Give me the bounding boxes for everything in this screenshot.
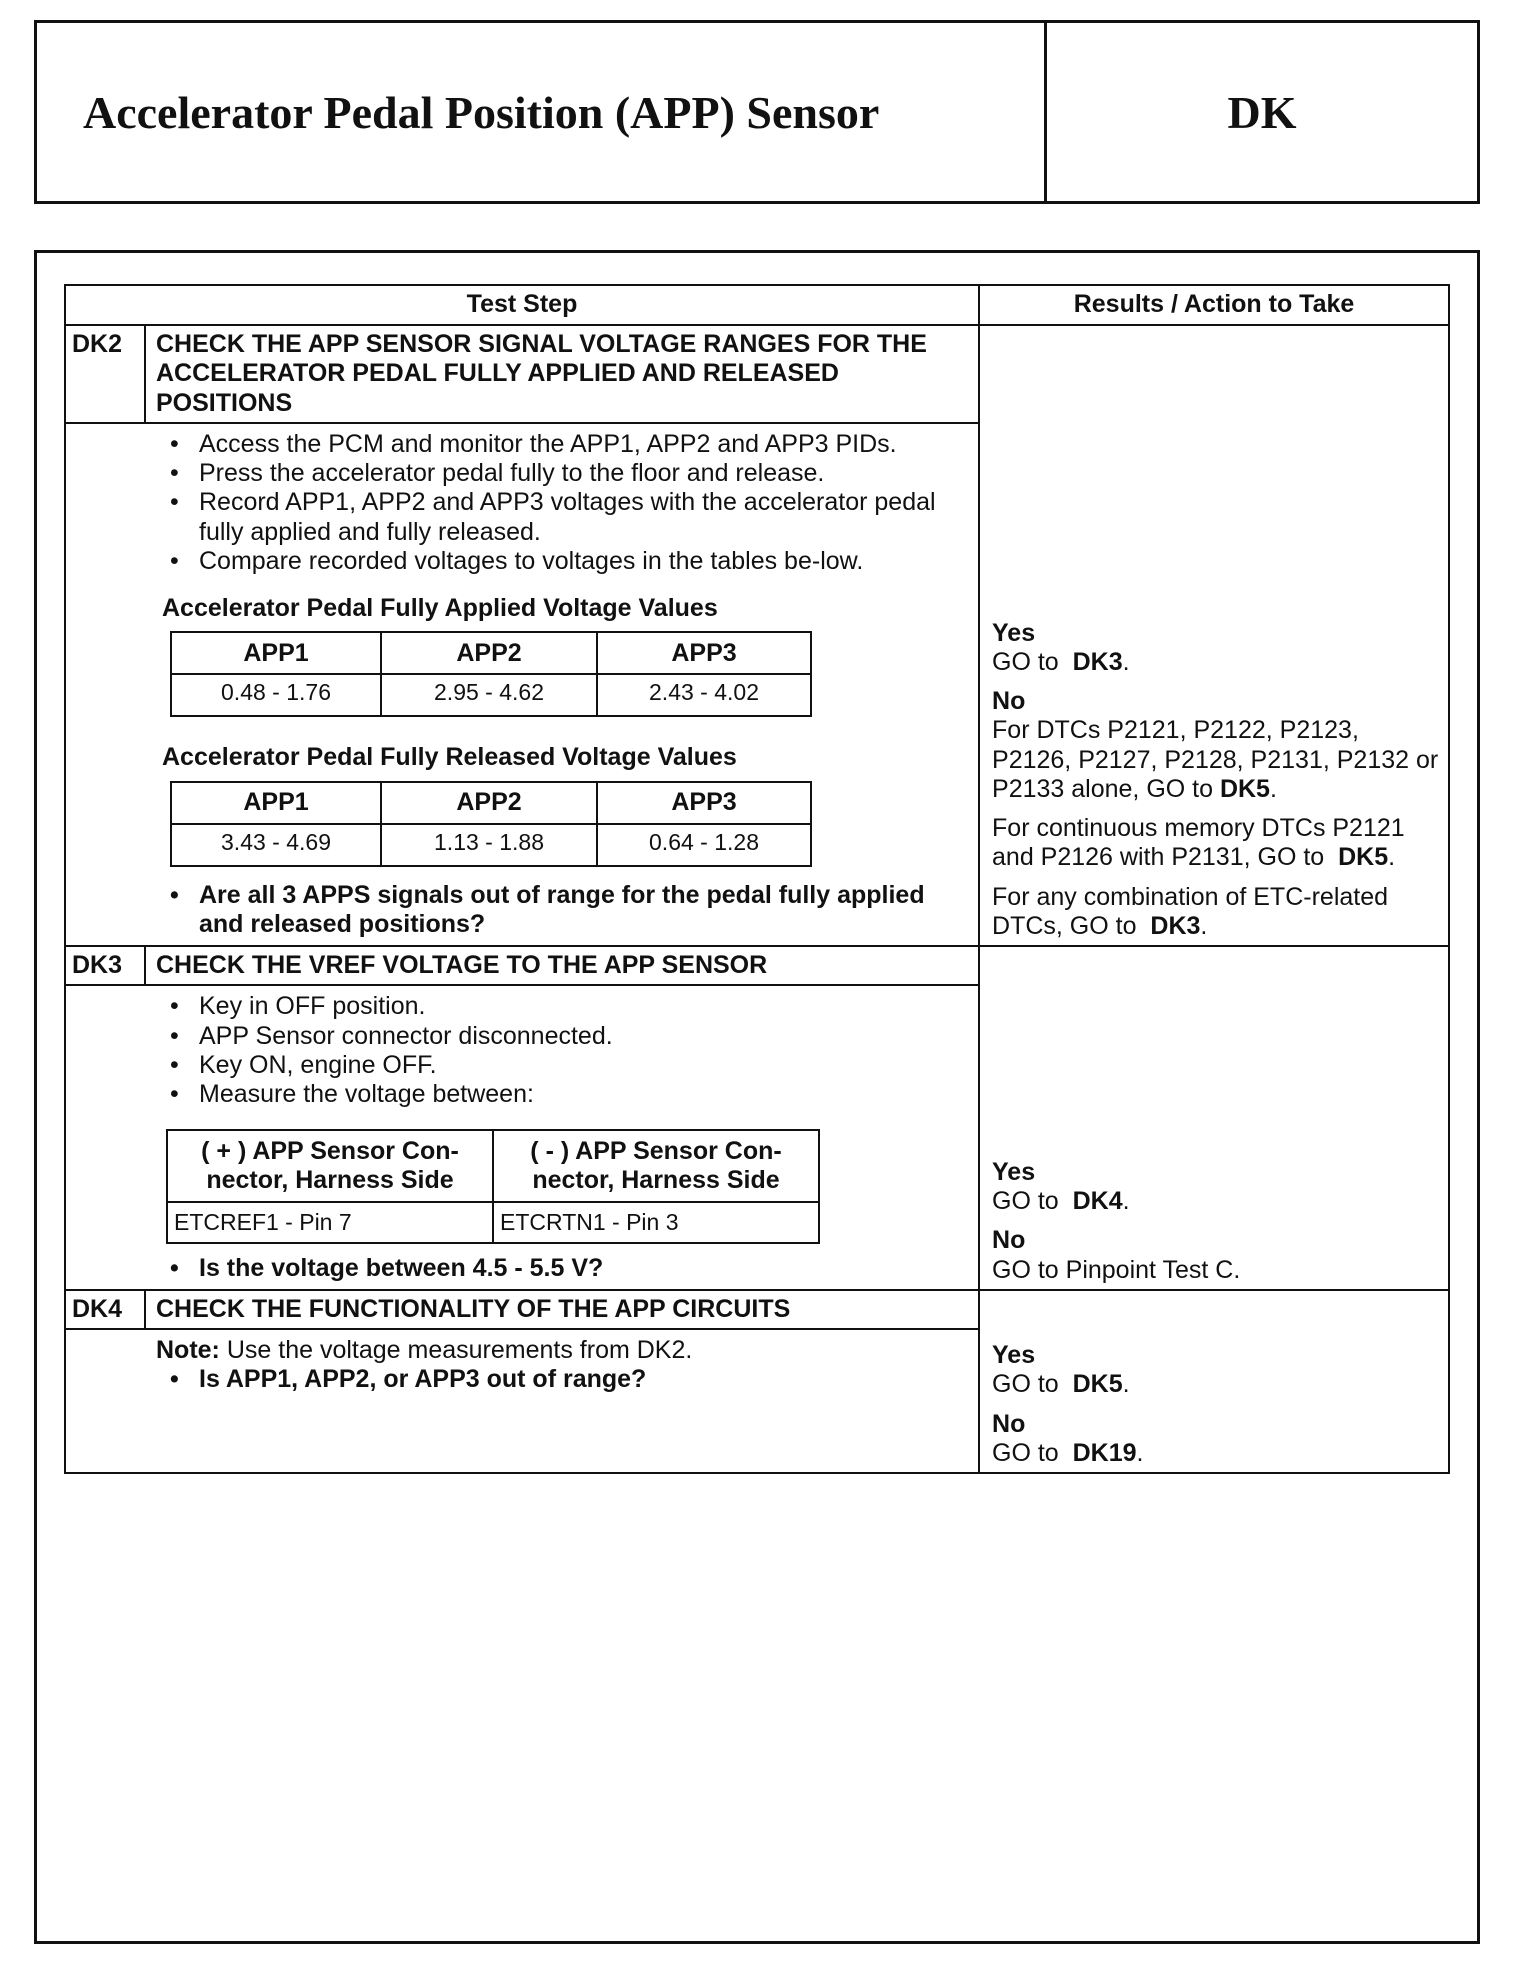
step-dk4-head	[65, 1290, 1449, 1329]
step-question: • Is APP1, APP2, or APP3 out of range?	[156, 1365, 968, 1394]
no-label: No	[992, 1226, 1026, 1255]
table-cell: ETCREF1 - Pin 7	[167, 1202, 493, 1243]
connector-table	[166, 1129, 820, 1243]
step-title: CHECK THE APP SENSOR SIGNAL VOLTAGE RANGES FOR THE ACCELERATOR PEDAL FULLY APPLIED AND RELEASED POSITIONS	[145, 325, 979, 423]
applied-table-title: Accelerator Pedal Fully Applied Voltage Values	[162, 594, 718, 622]
note-label: Note:	[156, 1336, 220, 1365]
yes-code: DK4	[1072, 1187, 1123, 1216]
no-text: GO to	[992, 1438, 1059, 1467]
yes-label: Yes	[992, 1341, 1036, 1370]
step-body	[65, 985, 979, 1290]
table-cell: 2.43 - 4.02	[597, 674, 811, 716]
no-text-3: For any combination of ETC-related DTCs, GO to	[992, 882, 1389, 940]
step-note	[156, 1336, 968, 1365]
yes-code: DK5	[1072, 1370, 1123, 1399]
step-id: DK2	[65, 325, 145, 423]
list-item: • APP Sensor connector disconnected.	[156, 1022, 968, 1051]
no-code-3: DK3	[1150, 911, 1201, 940]
page-header	[34, 20, 1480, 204]
table-header: ( - ) APP Sensor Con-nector, Harness Side	[493, 1130, 819, 1202]
yes-text: GO to	[992, 1370, 1059, 1399]
step-list	[76, 992, 968, 1109]
table-cell: 3.43 - 4.69	[171, 824, 381, 866]
table-header-row	[65, 285, 1449, 325]
table-header: APP1	[171, 782, 381, 824]
yes-code: DK3	[1072, 647, 1123, 676]
step-title: CHECK THE VREF VOLTAGE TO THE APP SENSOR	[145, 946, 979, 985]
no-code: DK19	[1072, 1438, 1137, 1467]
note-text: Use the voltage measurements from DK2.	[226, 1336, 693, 1365]
step-dk3-results: Yes GO to DK4. No GO to Pinpoint Test C.	[979, 946, 1449, 1290]
no-text-1: For DTCs P2121, P2122, P2123, P2126, P2127, P2128, P2131, P2132 or P2133 alone, GO to	[992, 716, 1439, 803]
yes-label: Yes	[992, 1157, 1036, 1186]
step-dk4-results: Yes GO to DK5. No GO to DK19.	[979, 1290, 1449, 1473]
list-item: • Key ON, engine OFF.	[156, 1051, 968, 1080]
no-text-2: For continuous memory DTCs P2121 and P2126 with P2131, GO to	[992, 814, 1405, 872]
list-item: • Compare recorded voltages to voltages in the tables be-low.	[156, 547, 968, 576]
list-item: • Key in OFF position.	[156, 992, 968, 1021]
table-cell: ETCRTN1 - Pin 3	[493, 1202, 819, 1243]
table-header: APP2	[381, 632, 597, 674]
col-test-step: Test Step	[65, 285, 979, 325]
table-header: APP3	[597, 782, 811, 824]
list-item: • Record APP1, APP2 and APP3 voltages with the accelerator pedal fully applied and fully released.	[156, 488, 968, 547]
released-voltage-table	[170, 781, 812, 867]
no-code-2: DK5	[1338, 843, 1389, 872]
step-body	[65, 1329, 979, 1473]
released-table-title: Accelerator Pedal Fully Released Voltage Values	[162, 743, 737, 772]
step-list	[76, 430, 968, 576]
table-cell: 1.13 - 1.88	[381, 824, 597, 866]
col-results: Results / Action to Take	[979, 285, 1449, 325]
step-dk3-head	[65, 946, 1449, 985]
yes-text: GO to	[992, 1187, 1059, 1216]
yes-text: GO to	[992, 647, 1059, 676]
step-dk2-head	[65, 325, 1449, 423]
yes-label: Yes	[992, 618, 1036, 647]
page-title: Accelerator Pedal Position (APP) Sensor	[37, 23, 1047, 201]
no-label: No	[992, 1409, 1026, 1438]
list-item: • Press the accelerator pedal fully to the floor and release.	[156, 459, 968, 488]
table-header: APP2	[381, 782, 597, 824]
table-header: ( + ) APP Sensor Con-nector, Harness Side	[167, 1130, 493, 1202]
list-item: • Access the PCM and monitor the APP1, APP2 and APP3 PIDs.	[156, 430, 968, 459]
step-question: • Is the voltage between 4.5 - 5.5 V?	[156, 1254, 968, 1283]
step-id: DK4	[65, 1290, 145, 1329]
no-code-1: DK5	[1219, 774, 1270, 803]
question-list	[156, 1254, 968, 1283]
table-cell: 2.95 - 4.62	[381, 674, 597, 716]
section-code: DK	[1227, 86, 1297, 138]
question-list	[156, 881, 968, 940]
step-body	[65, 423, 979, 946]
question-list	[156, 1365, 968, 1394]
step-dk2-results: Yes GO to DK3. No For DTCs P2121, P2122, P2123, P2126, P2127, P2128, P2131, P2132 or P2133 alone, GO to DK5. For continuous memory DTCs P2121 and P2126 with P2131, GO to DK5. For any combination of ETC-related DTCs, GO to DK3.	[979, 325, 1449, 946]
table-cell: 0.48 - 1.76	[171, 674, 381, 716]
step-id: DK3	[65, 946, 145, 985]
table-header: APP3	[597, 632, 811, 674]
list-item: • Measure the voltage between:	[156, 1080, 968, 1109]
no-label: No	[992, 687, 1026, 715]
table-header: APP1	[171, 632, 381, 674]
step-question: • Are all 3 APPS signals out of range for the pedal fully applied and released positions?	[156, 881, 968, 940]
no-text: GO to Pinpoint Test C.	[992, 1255, 1241, 1284]
step-title: CHECK THE FUNCTIONALITY OF THE APP CIRCUITS	[145, 1290, 979, 1329]
test-table	[64, 284, 1450, 1474]
table-cell: 0.64 - 1.28	[597, 824, 811, 866]
applied-voltage-table	[170, 631, 812, 717]
